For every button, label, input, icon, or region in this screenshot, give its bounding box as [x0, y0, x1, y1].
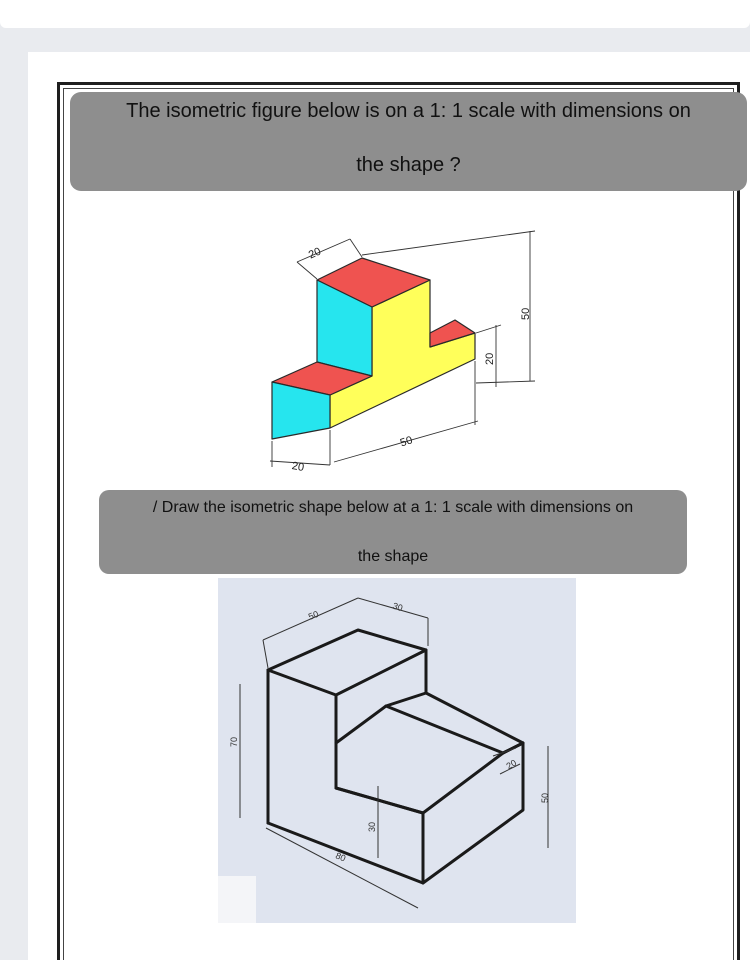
dim-left-height-label: 70 — [229, 736, 239, 747]
scan-patch — [218, 876, 256, 923]
dim-inner-height-label: 30 — [367, 821, 377, 832]
dim-top-depth-label: 20 — [306, 245, 323, 262]
dim-top-right-label: 30 — [391, 600, 405, 614]
dim-right-height-label: 50 — [540, 792, 550, 803]
question-1-text-line2: the shape ? — [356, 154, 461, 176]
dim-slope-label: 20 — [504, 757, 519, 772]
previous-card — [0, 0, 750, 28]
isometric-figure-sketch — [218, 578, 576, 923]
dim-height-step-label: 20 — [484, 352, 496, 365]
dim-length-label: 50 — [398, 434, 415, 450]
question-1-text-line1: The isometric figure below is on a 1: 1 scale with dimensions on — [126, 100, 691, 122]
dim-bottom-label: 80 — [334, 850, 348, 864]
question-2-box — [99, 490, 687, 574]
question-1-box — [70, 92, 747, 191]
question-2-text-line1: / Draw the isometric shape below at a 1: 1 scale with dimensions on — [152, 499, 634, 516]
dim-top-left-label: 50 — [306, 608, 320, 622]
isometric-figure-colored — [250, 225, 550, 480]
dim-width-label: 20 — [290, 460, 306, 474]
question-2-text-line2: the shape — [357, 548, 429, 565]
dim-height-overall-label: 50 — [520, 307, 532, 320]
